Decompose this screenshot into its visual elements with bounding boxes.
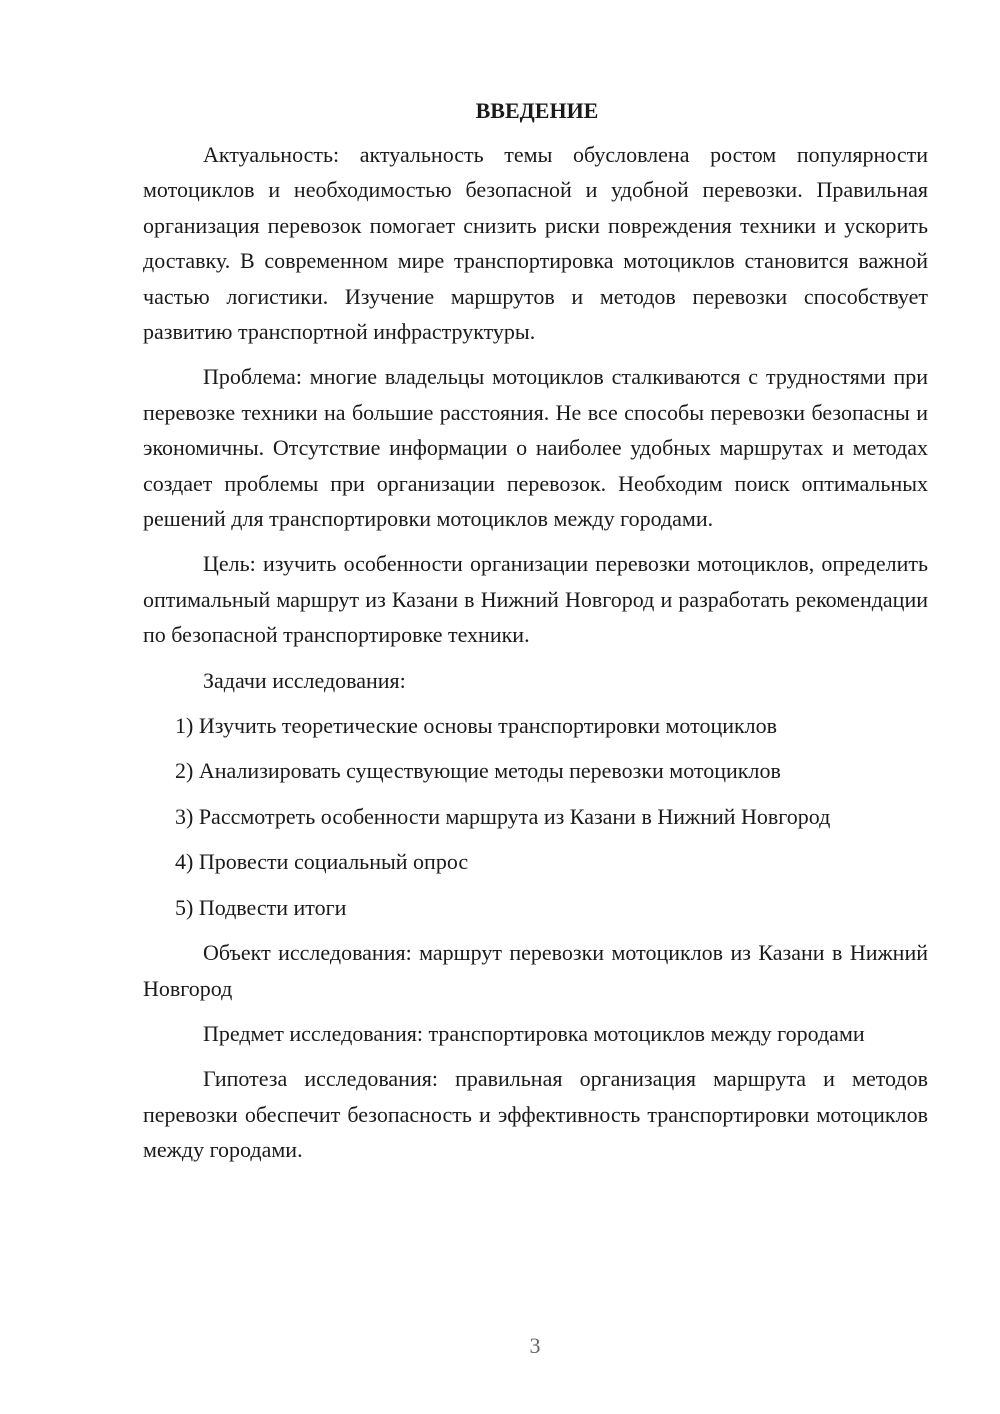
task-item: 1) Изучить теоретические основы транспортировки мотоциклов bbox=[175, 712, 778, 738]
task-item: 3) Рассмотреть особенности маршрута из Казани в Нижний Новгород bbox=[175, 803, 831, 829]
page-number: 3 bbox=[529, 1333, 541, 1358]
paragraph-goal: Цель: изучить особенности организации перевозки мотоциклов, определить оптимальный маршрут из Казани в Нижний Новгород и разработать рекомендации по безопасной транспортировке техники. bbox=[143, 551, 928, 648]
task-item: 2) Анализировать существующие методы перевозки мотоциклов bbox=[175, 758, 781, 784]
task-item: 5) Подвести итоги bbox=[175, 894, 347, 920]
tasks-heading: Задачи исследования: bbox=[203, 667, 406, 693]
document-page bbox=[143, 96, 928, 1178]
page-title: ВВЕДЕНИЕ bbox=[475, 98, 599, 123]
paragraph-hypothesis: Гипотеза исследования: правильная организация маршрута и методов перевозки обеспечит безопасность и эффективность транспортировки мотоциклов между городами. bbox=[143, 1066, 928, 1163]
paragraph-subject: Предмет исследования: транспортировка мотоциклов между городами bbox=[203, 1021, 865, 1046]
paragraph-problem: Проблема: многие владельцы мотоциклов сталкиваются с трудностями при перевозке техники на большие расстояния. Не все способы перевозки безопасны и экономичны. Отсутствие информации о наиболее удобных маршрутах и методах создает проблемы при организации перевозок. Необходим поиск оптимальных решений для транспортировки мотоциклов между городами. bbox=[143, 364, 928, 532]
paragraph-object: Объект исследования: маршрут перевозки мотоциклов из Казани в Нижний Новгород bbox=[143, 940, 928, 1001]
tasks-list bbox=[143, 708, 928, 925]
paragraph-relevance: Актуальность: актуальность темы обусловлена ростом популярности мотоциклов и необходимостью безопасной и удобной перевозки. Правильная организация перевозок помогает снизить риски повреждения техники и ускорить доставку. В современном мире транспортировка мотоциклов становится важной частью логистики. Изучение маршрутов и методов перевозки способствует развитию транспортной инфраструктуры. bbox=[143, 142, 928, 345]
task-item: 4) Провести социальный опрос bbox=[175, 849, 469, 875]
